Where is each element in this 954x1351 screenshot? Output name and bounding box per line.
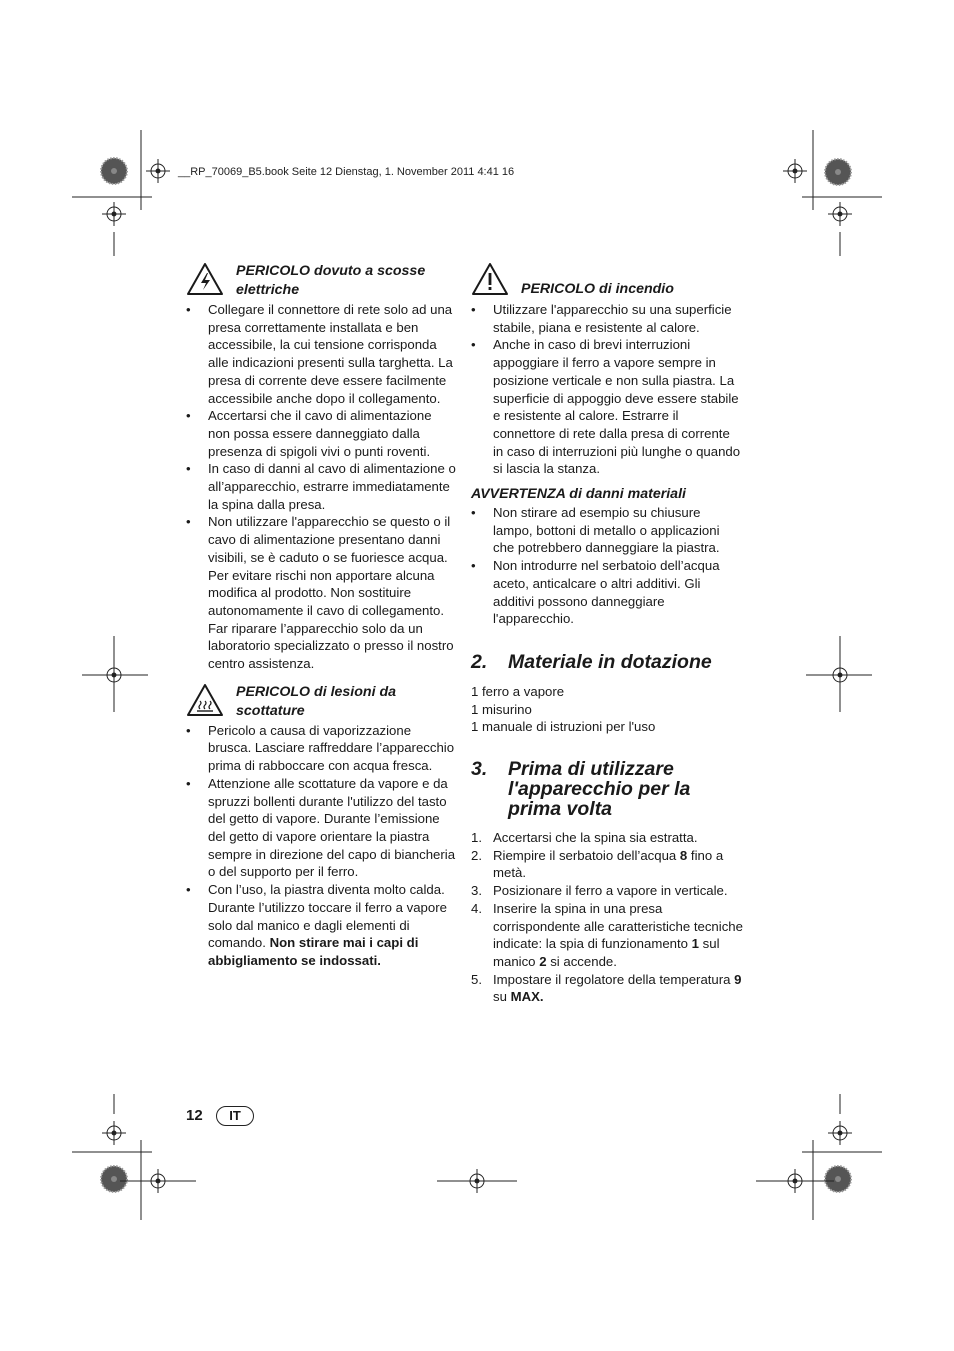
page-number: 12 [186, 1107, 203, 1124]
material-damage-title: AVVERTENZA di danni materiali [471, 486, 686, 503]
step-item: 3. Posizionare il ferro a vapore in verticale. [471, 883, 728, 899]
left-column [186, 262, 456, 970]
burn-list [186, 722, 456, 970]
fire-warning-title: PERICOLO di incendio [521, 281, 674, 297]
list-item: • Accertarsi che il cavo di alimentazione non possa essere danneggiato dalla presenza di spigoli vivi o punti roventi. [186, 407, 456, 460]
step-item: 4. Inserire la spina in una presa corrispondente alle caratteristiche tecniche indicate: la spia di funzionamento 1 sul manico 2 si accende. [471, 900, 743, 969]
burn-warning-title: PERICOLO di lesioni da scottature [236, 683, 397, 719]
right-column [471, 262, 743, 1006]
list-item: • Non introdurre nel serbatoio dell’acqua aceto, anticalcare o altri additivi. Gli additivi possono danneggiare l'apparecchio. [471, 557, 743, 628]
included-items [471, 683, 743, 736]
section-2-heading: 2. Materiale in dotazione [471, 650, 712, 673]
setup-steps [471, 829, 743, 1006]
step-item: 1. Accertarsi che la spina sia estratta. [471, 830, 698, 846]
hot-surface-warning-icon [186, 683, 224, 717]
general-warning-icon [471, 262, 509, 296]
list-item: • In caso di danni al cavo di alimentazione o all’apparecchio, estrarre immediatamente la spina dalla presa. [186, 460, 456, 513]
burn-warning [186, 683, 456, 721]
list-item: • Anche in caso di brevi interruzioni appoggiare il ferro a vapore sempre in posizione verticale e non sulla piastra. La superficie di appoggio deve essere stabile e resistente al calore. Estrarre il connettore di rete dalla presa di corrente in caso di interruzioni più lunghe o quando si lascia la stanza. [471, 336, 743, 478]
list-item: • Collegare il connettore di rete solo ad una presa correttamente installata e ben accessibile, la cui tensione corrisponda alle indicazioni presenti sulla targhetta. La presa di corrente deve essere facilmente accessibile anche dopo il collegamento. [186, 301, 456, 407]
list-item: • Utilizzare l'apparecchio su una superficie stabile, piana e resistente al calore. [471, 301, 743, 336]
bold-warning-text: Non stirare mai i capi di abbigliamento se indossati. [208, 935, 419, 968]
electric-shock-warning [186, 262, 456, 300]
list-item: 1 ferro a vapore [471, 683, 565, 699]
fire-warning [471, 262, 743, 300]
book-file-info: __RP_70069_B5.book Seite 12 Dienstag, 1. November 2011 4:41 16 [178, 166, 515, 178]
electric-shock-list [186, 301, 456, 673]
list-item: • Pericolo a causa di vaporizzazione brusca. Lasciare raffreddare l’apparecchio prima di rabboccare con acqua fresca. [186, 722, 456, 775]
electric-shock-warning-title: PERICOLO dovuto a scosse elettriche [236, 263, 426, 298]
step-item: 5. Impostare il regolatore della temperatura 9 su MAX. [471, 971, 742, 1005]
step-item: 2. Riempire il serbatoio dell’acqua 8 fino a metà. [471, 847, 724, 881]
list-item: 1 misurino [471, 701, 532, 717]
electric-shock-warning-icon [186, 262, 224, 296]
section-3-heading: 3. Prima di utilizzare l'apparecchio per la prima volta [471, 758, 691, 821]
list-item: • Con l’uso, la piastra diventa molto calda. Durante l’utilizzo toccare il ferro a vapore solo dal manico e dagli elementi di comando. Non stirare mai i capi di abbigliamento se indossati. [186, 881, 456, 970]
list-item: • Non utilizzare l'apparecchio se questo o il cavo di alimentazione presentano danni visibili, se è caduto o se fuoriesce acqua. Per evitare rischi non apportare alcuna modifica al prodotto. Non sostituire autonomamente il cavo di collegamento. Far riparare l’apparecchio solo da un laboratorio specializzato o presso il nostro centro assistenza. [186, 513, 456, 672]
fire-list [471, 301, 743, 478]
list-item: • Non stirare ad esempio su chiusure lampo, bottoni di metallo o applicazioni che potrebbero danneggiare la piastra. [471, 504, 743, 557]
language-badge: IT [216, 1106, 254, 1126]
list-item: • Attenzione alle scottature da vapore e da spruzzi bollenti durante l'utilizzo del tasto del getto di vapore. Durante l’emissione del getto di vapore orientare la piastra sempre in direzione del capo di biancheria o del supporto per il ferro. [186, 775, 456, 881]
list-item: 1 manuale di istruzioni per l'uso [471, 719, 656, 735]
material-damage-list [471, 504, 743, 628]
